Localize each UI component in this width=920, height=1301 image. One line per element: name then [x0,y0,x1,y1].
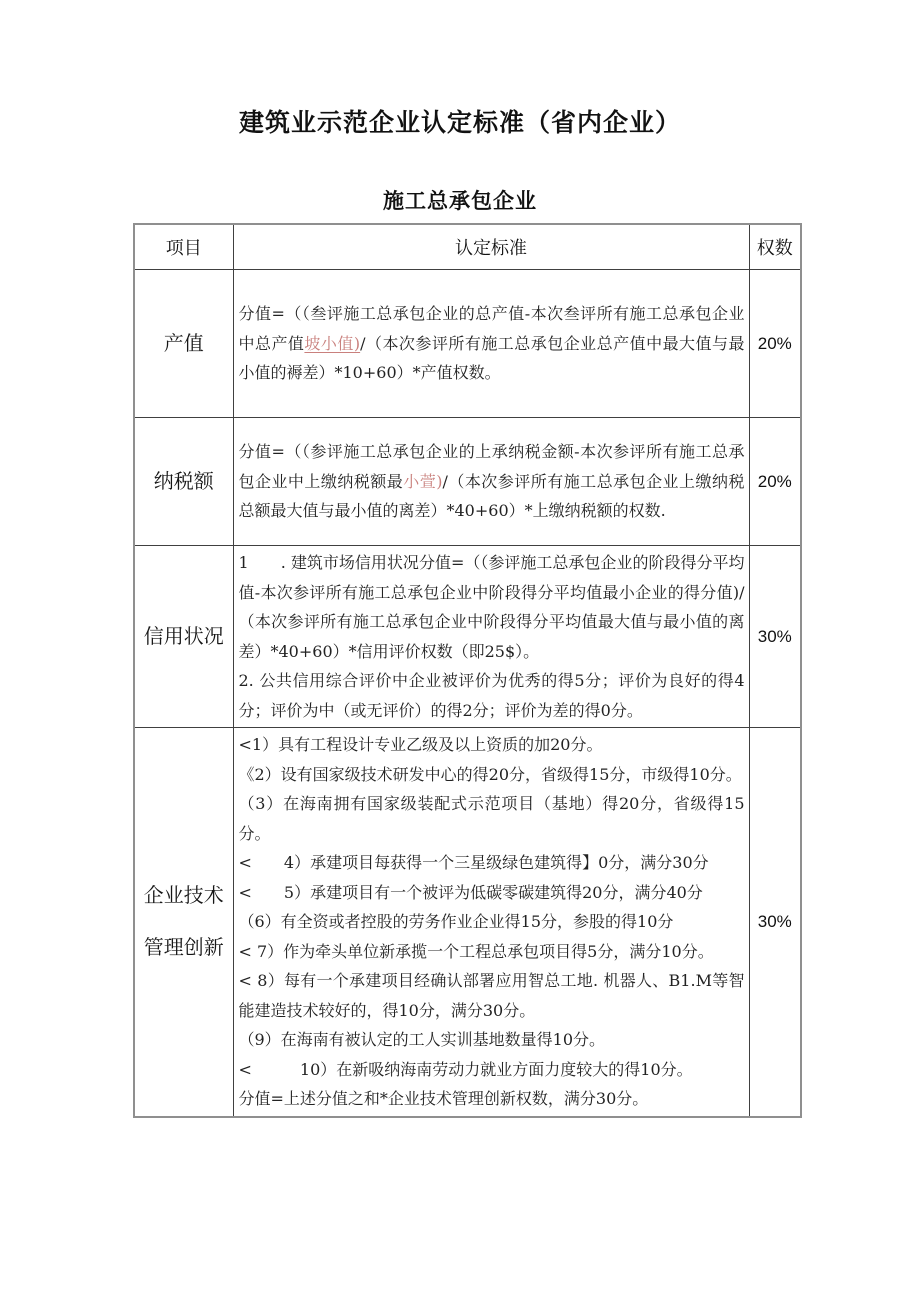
item-label: 企业技术 [143,884,224,907]
criteria-text: 2. 公共信用综合评价中企业被评价为优秀的得5分；评价为良好的得4分；评价为中（或无评价）的得2分；评价为差的得0分。 [238,671,745,720]
table-row [134,728,801,1117]
criteria-paragraph [239,848,745,878]
criteria-paragraph [239,1025,745,1055]
criteria-paragraph [239,878,745,908]
criteria-paragraph [239,1084,745,1114]
item-cell [134,270,233,418]
criteria-paragraph [239,666,745,725]
criteria-text: 分值=（（参评施工总承包企业的上承纳税金额-本次参评所有施工总承包企业中上缴纳税额最 [238,442,745,491]
weight-value: 30% [749,728,801,1117]
column-header-2: 权数 [749,224,801,270]
item-label: 管理创新 [143,936,224,959]
criteria-text: （3）在海南拥有国家级装配式示范项目（基地）得20分，省级得15分。 [238,794,745,843]
criteria-text: 分值=（（叁评施工总承包企业的总产值-本次叁评所有施工总承包企业中总产值 [238,304,745,353]
highlighted-text: 小萱) [403,471,443,491]
criteria-text: 1 . 建筑市场信用状况分值=（（参评施工总承包企业的阶段得分平均值-本次参评所有施工总承包企业中阶段得分平均值最小企业的得分值)/（本次参评所有施工总承包企业中阶段得分平均值最大值与最小值的离差）*40+60）*信用评价权数（即25$）。 [238,553,745,661]
criteria-text: < 5）承建项目有一个被评为低碳零碳建筑得20分，满分40分 [238,882,703,902]
criteria-text: /（本次参评所有施工总承包企业总产值中最大值与最小值的褥差）*10+60）*产值权数。 [238,333,745,383]
criteria-paragraph [239,789,745,848]
item-label: 信用状况 [143,625,224,648]
column-header-0: 项目 [134,224,233,270]
criteria-text: /（本次参评所有施工总承包企业上缴纳税总额最大值与最小值的离差）*40+60）*上缴纳税额的权数. [238,471,745,521]
table-row [134,270,801,418]
table-row [134,418,801,546]
section-subtitle: 施工总承包企业 [383,190,537,213]
criteria-paragraph [239,1055,745,1085]
table-header-row [134,224,801,270]
criteria-paragraph [239,437,745,526]
weight-value: 20% [749,418,801,546]
criteria-table [133,223,802,1118]
weight-value: 30% [749,546,801,728]
table-row [134,546,801,728]
item-label: 纳税额 [153,470,214,493]
criteria-cell [233,728,749,1117]
criteria-paragraph [239,730,745,760]
highlighted-text: 坡小值) [304,333,361,353]
criteria-text: （6）有全资或者控股的劳务作业企业得15分，参股的得10分 [238,912,674,931]
criteria-paragraph [239,548,745,666]
criteria-text: 《2）设有国家级技术研发中心的得20分，省级得15分，市级得10分。 [238,764,742,784]
criteria-text: < 10）在新吸纳海南劳动力就业方面力度较大的得10分。 [238,1059,693,1079]
criteria-paragraph [239,299,745,388]
criteria-paragraph [239,760,745,790]
criteria-paragraph [239,937,745,967]
item-cell [134,728,233,1117]
weight-value: 20% [749,270,801,418]
item-label: 产值 [163,332,204,355]
criteria-text: <1）具有工程设计专业乙级及以上资质的加20分。 [238,735,603,754]
column-header-1: 认定标准 [233,224,749,270]
criteria-text: < 4）承建项目每获得一个三星级绿色建筑得】0分，满分30分 [238,853,709,872]
page-title: 建筑业示范企业认定标准（省内企业） [238,109,681,137]
criteria-text: < 7）作为牵头单位新承揽一个工程总承包项目得5分，满分10分。 [238,941,714,961]
criteria-paragraph [239,907,745,937]
item-cell [134,546,233,728]
item-cell [134,418,233,546]
criteria-text: （9）在海南有被认定的工人实训基地数量得10分。 [238,1030,606,1049]
criteria-text: 分值=上述分值之和*企业技术管理创新权数，满分30分。 [238,1089,649,1108]
criteria-cell [233,418,749,546]
criteria-cell [233,270,749,418]
criteria-paragraph [239,966,745,1025]
criteria-text: < 8）每有一个承建项目经确认部署应用智总工地. 机器人、B1.M等智能建造技术较好的，得10分，满分30分。 [238,971,745,1020]
criteria-cell [233,546,749,728]
